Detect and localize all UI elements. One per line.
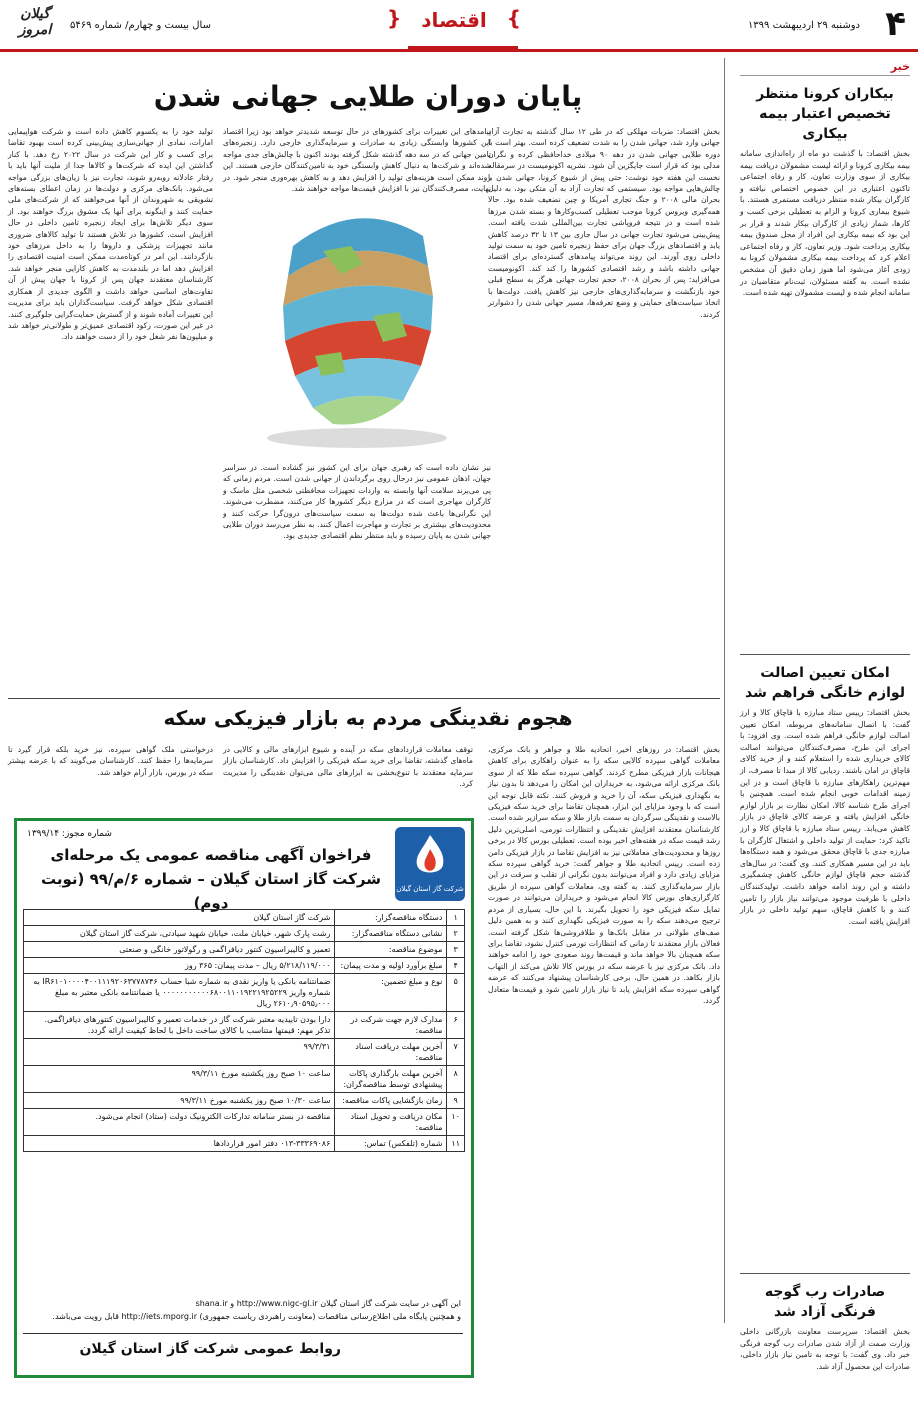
ad-footer bbox=[25, 1297, 461, 1323]
table-row bbox=[24, 1039, 465, 1066]
news-body: بخش اقتصاد: با گذشت دو ماه از راه‌اندازی سامانه بیمه بیکاری کرونا و ارائه لیست مشمولان دریافت بیمه بیکاری از سوی وزارت تعاون، کار و رفاه اجتماعی تاکنون اعتباری در این خصوص اختصاص نیافته و کارگران بیکار شده منتظر دریافت مستمری هستند. با شیوع بیماری کرونا و الزام به تعطیلی برخی کسب و کارها، شمار زیادی از کارگران بیکار شدند و قرار بر این بود که بیمه بیکاری این افراد از محل صندوق بیمه بیکاری پرداخت شود. وزیر تعاون، کار و رفاه اجتماعی اعلام کرد که پرداخت بیمه بیکاری مشمولان کرونا به زودی آغاز می‌شود اما هنوز زمان دقیق آن مشخص نشده است. به گفته مسئولان، ثبت‌نام متقاضیان در سامانه انجام شده و لیست مشمولان تهیه شده است. bbox=[740, 149, 910, 298]
divider bbox=[740, 654, 910, 655]
row-number: ۸ bbox=[447, 1066, 465, 1093]
news-title: صادرات رب گوجه فرنگی آزاد شد bbox=[764, 1284, 886, 1320]
page-number: ۴ bbox=[885, 4, 906, 44]
row-value: ۵/۲۱۸/۱۱۹/۰۰۰ ریال – مدت پیمان: ۳۶۵ روز bbox=[24, 958, 335, 974]
table-row bbox=[24, 942, 465, 958]
ad-title bbox=[31, 843, 391, 915]
row-value: ۹۹/۳/۳۱ bbox=[24, 1039, 335, 1066]
row-value: دارا بودن تاییدیه معتبر شرکت گاز در خدمات تعمیر و کالیبراسیون کنتورهای دیافراگمی. تذکر مهم: قیمتها متناسب با کالای ساخت داخل با لحاظ کیفیت ارائه گردد. bbox=[24, 1012, 335, 1039]
section-title: { اقتصاد } bbox=[395, 8, 513, 38]
tender-advertisement bbox=[14, 818, 474, 1378]
row-label: نوع و مبلغ تضمین: bbox=[335, 974, 447, 1012]
news-item bbox=[740, 1280, 910, 1406]
row-label: دستگاه مناقصه‌گزار: bbox=[335, 910, 447, 926]
section-divider bbox=[8, 698, 720, 699]
issue-date: دوشنبه ۲۹ اردیبهشت ۱۳۹۹ bbox=[747, 20, 860, 31]
main-content bbox=[8, 58, 721, 1357]
row-value: ساعت ۱۰/۳۰ صبح روز یکشنبه مورخ ۹۹/۳/۱۱ bbox=[24, 1093, 335, 1109]
lead-text-column: نیز نشان داده است که رهبری جهان برای این کشور نیز گشاده است. در سراسر جهان، اذهان عمومی نیز درحال روی برگرداندن از جهانی شدن است. مردم زمانی که پی می‌برند سلامت آنها وابسته به واردات تجهیزات محافظتی شخصی مثل ماسک و کارگران مهاجری است که در مزارع دیگر کشورها کار می‌کنند، مضطرب می‌شوند. این نگرانی‌ها باعث شده دولت‌ها به سمت سیاست‌های درون‌گرا حرکت کنند و محدودیت‌های بیشتری بر تجارت و مهاجرت اعمال کنند. به نظر می‌رسد دوران طلایی جهانی شدن به پایان رسیده و باید منتظر نظم اقتصادی جدیدی بود. bbox=[223, 463, 491, 541]
globe-icon bbox=[223, 176, 491, 454]
row-number: ۲ bbox=[447, 926, 465, 942]
row-number: ۹ bbox=[447, 1093, 465, 1109]
row-number: ۱۰ bbox=[447, 1109, 465, 1136]
ad-footer-line: و همچنین پایگاه ملی اطلاع‌رسانی مناقصات (معاونت راهبردی ریاست جمهوری) http://iets.mporg.ir قابل رویت می‌باشد. bbox=[52, 1312, 461, 1321]
lead-text-column: پیامدهای این تغییرات برای کشورهای در حال توسعه شدیدتر خواهد بود زیرا اقتصاد این کشورها وابستگی زیادی به صادرات و سرمایه‌گذاری خارجی دارد. زنجیره‌های تامین جهانی که در سه دهه گذشته شکل گرفته بودند اکنون با چالش‌های جدی مواجه شده‌اند و شرکت‌ها به دنبال کاهش وابستگی خود به تامین‌کنندگان خارجی هستند. این روند ممکن است هزینه‌های تولید را افزایش دهد و به کاهش بهره‌وری منجر شود. در نهایت، مصرف‌کنندگان نیز با افزایش قیمت‌ها مواجه خواهند شد. bbox=[223, 127, 491, 194]
table-row bbox=[24, 1109, 465, 1136]
row-value: ساعت ۱۰ صبح روز یکشنبه مورخ ۹۹/۳/۱۱ bbox=[24, 1066, 335, 1093]
flame-icon bbox=[395, 827, 465, 887]
news-item bbox=[740, 82, 910, 648]
row-label: مبلغ برآورد اولیه و مدت پیمان: bbox=[335, 958, 447, 974]
ad-title-line: شرکت گاز استان گیلان – شماره ۶/م/۹۹ (نوبت دوم) bbox=[41, 870, 381, 912]
row-number: ۵ bbox=[447, 974, 465, 1012]
row-number: ۴ bbox=[447, 958, 465, 974]
table-row bbox=[24, 1066, 465, 1093]
row-number: ۶ bbox=[447, 1012, 465, 1039]
table-row bbox=[24, 1012, 465, 1039]
row-label: مکان دریافت و تحویل اسناد مناقصه: bbox=[335, 1109, 447, 1136]
divider bbox=[23, 1333, 463, 1334]
column-divider bbox=[724, 58, 725, 1323]
table-row bbox=[24, 1093, 465, 1109]
divider bbox=[740, 1273, 910, 1274]
table-row bbox=[24, 1136, 465, 1152]
row-number: ۷ bbox=[447, 1039, 465, 1066]
table-row bbox=[24, 958, 465, 974]
news-title: بیکاران کرونا منتظر تخصیص اعتبار بیمه بیکاری bbox=[756, 86, 894, 142]
row-label: شماره (تلفکس) تماس: bbox=[335, 1136, 447, 1152]
row-label: موضوع مناقصه: bbox=[335, 942, 447, 958]
second-headline: هجوم نقدینگی مردم به بازار فیزیکی سکه bbox=[163, 706, 573, 730]
lead-headline: پایان دوران طلایی جهانی شدن bbox=[153, 80, 583, 113]
table-row bbox=[24, 926, 465, 942]
row-number: ۳ bbox=[447, 942, 465, 958]
volume-info: سال بیست و چهارم/ شماره ۵۴۶۹ bbox=[70, 20, 211, 31]
ad-title-line: فراخوان آگهی مناقصه عمومی یک مرحله‌ای bbox=[50, 846, 372, 864]
row-value: مناقصه در بستر سامانه تدارکات الکترونیک دولت (ستاد) انجام می‌شود. bbox=[24, 1109, 335, 1136]
row-value: شرکت گاز استان گیلان bbox=[24, 910, 335, 926]
ad-signature: روابط عمومی شرکت گاز استان گیلان bbox=[79, 1341, 341, 1357]
news-body: بخش اقتصاد: رییس ستاد مبارزه با قاچاق کالا و ارز گفت: با اتصال سامانه‌های مربوطه، امکان تعیین اصالت لوازم خانگی فراهم شده است. وی افزود: با اجرای این طرح، مصرف‌کنندگان می‌توانند اصالت کالای خریداری شده را استعلام کنند و از خرید کالای قاچاق در امان باشند. ردیابی کالا از مبدا تا مصرف، از مهم‌ترین راهکارهای مبارزه با قاچاق است و در این زمینه اقدامات خوبی انجام شده است. همچنین با اجرای طرح شناسه کالا، امکان نظارت بر بازار لوازم خانگی افزایش یافته و عرضه کالای قاچاق در بازار کاهش می‌یابد. رییس ستاد مبارزه با قاچاق کالا و ارز تاکید کرد: حمایت از تولید داخلی و اشتغال کارگران با مبارزه جدی با قاچاق محقق می‌شود و همه دستگاه‌ها باید در این مسیر همکاری کنند. وی گفت: در سال‌های گذشته حجم قاچاق لوازم خانگی کاهش چشمگیری داشته و این روند ادامه خواهد داشت. تولیدکنندگان داخلی با ظرفیت موجود می‌توانند نیاز بازار را تامین کنند و با کاهش قاچاق، سهم تولید داخلی در بازار افزایش یافته است. bbox=[740, 708, 910, 926]
row-label: مدارک لازم جهت شرکت در مناقصه: bbox=[335, 1012, 447, 1039]
ad-footer-line: این آگهی در سایت شرکت گاز استان گیلان http://www.nigc-gl.ir و shana.ir bbox=[195, 1299, 461, 1308]
tender-table bbox=[23, 909, 465, 1152]
row-value: رشت پارک شهر، خیابان ملت، خیابان شهید سیادتی، شرکت گاز استان گیلان bbox=[24, 926, 335, 942]
row-value: ضمانتنامه بانکی یا واریز نقدی به شماره شبا حساب IR۶۱۰۱۰۰۰۰۴۰۰۱۱۱۹۲۰۶۳۷۷۸۷۴۶ به شماره واریز ۰۰۰۰۰۰۰۰۰۰۰۶۸۰۰۱۱۰۱۹۲۲۱۹۲۵۲۲۹ یا ضمانتنامه بانکی معتبر به مبلغ ۲۶۱۰٫۹۰۵۹۵٫۰۰۰ ریال bbox=[24, 974, 335, 1012]
news-body: بخش اقتصاد: سرپرست معاونت بازرگانی داخلی وزارت صمت از آزاد شدن صادرات رب گوجه فرنگی خبر داد. وی گفت: با توجه به تامین نیاز بازار داخلی، صادرات این محصول آزاد شد. bbox=[740, 1327, 910, 1371]
globe-illustration bbox=[223, 176, 491, 454]
row-number: ۱ bbox=[447, 910, 465, 926]
sidebar-news bbox=[740, 58, 910, 1371]
row-value: تعمیر و کالیبراسیون کنتور دیافراگمی و رگولاتور خانگی و صنعتی bbox=[24, 942, 335, 958]
table-row bbox=[24, 910, 465, 926]
row-label: آخرین مهلت دریافت اسناد مناقصه: bbox=[335, 1039, 447, 1066]
lead-text-column: بخش اقتصاد: ضربات مهلکی که در طی ۱۲ سال گذشته به تجارت آزاد جهانی وارد شد، جهانی شدن را به شدت تضعیف کرده است. بهتر است با دوره طلایی جهانی شدن در دهه ۹۰ میلادی خداحافظی کرده و نگران مدلی بود که قرار است جایگزین آن شود. نشریه اکونومیست در سرمقاله نخست این هفته خود نوشت: حتی پیش از شیوع کرونا، جهانی شدن با چالش‌هایی مواجه بود. سیستمی که تجارت آزاد به آن متکی بود، به دلیل بحران مالی ۲۰۰۸ و جنگ تجاری آمریکا و چین تضعیف شده بود. حالا همه‌گیری ویروس کرونا موجب تعطیلی کسب‌وکارها و بسته شدن مرزها شده است و در نتیجه فروپاشی تجارت بین‌المللی شدت یافته است. پیش‌بینی می‌شود تجارت جهانی در سال جاری بین ۱۳ تا ۳۲ درصد کاهش یابد و اقتصادهای بزرگ جهان برای حفظ زنجیره تامین خود به سمت تولید داخلی روی آورند. این روند می‌تواند پیامدهای گسترده‌ای برای اقتصاد جهانی داشته باشد و رشد اقتصادی کشورها را کند کند. اکونومیست می‌افزاید: پس از بحران ۲۰۰۸، حجم تجارت جهانی هرگز به سطح قبلی خود بازنگشت و سرمایه‌گذاری‌های خارجی نیز کاهش یافت. دولت‌ها با اتخاذ سیاست‌های حمایتی و وضع تعرفه‌ها، مسیر جهانی شدن را دشوارتر کردند. bbox=[488, 127, 721, 319]
row-label: آخرین مهلت بارگذاری پاکات پیشنهادی توسط مناقصه‌گران: bbox=[335, 1066, 447, 1093]
row-value: ۰۱۳-۳۳۳۶۹۰۸۶ دفتر امور قراردادها bbox=[24, 1136, 335, 1152]
masthead bbox=[0, 0, 918, 52]
section-underline bbox=[408, 46, 518, 50]
second-text-column: درخواستی ملک گواهی سپرده، نیز خرید بلکه قرار گیرد تا سرمایه‌ها را حفظ کنند. کارشناسان می‌گویند که با عرضه بیشتر سکه در بورس، بازار آرام خواهد شد. bbox=[8, 745, 213, 777]
ad-logo-caption: شرکت گاز استان گیلان bbox=[396, 885, 464, 893]
row-number: ۱۱ bbox=[447, 1136, 465, 1152]
lead-text-column: تولید خود را به یکسوم کاهش داده است و شرکت هواپیمایی امارات، نمادی از جهانی‌سازی پیش‌بینی کرده است بهبود تقاضا برای کسب و کار این شرکت در سال ۲۰۲۲ رخ دهد. با کنار گذاشتن این ایده که شرکت‌ها و کالاها جدا از ملیت آنها باید با رفتار عادلانه روبه‌رو شوند، تجارت نیز با زیان‌های بزرگی مواجه می‌شود. بانک‌های مرکزی و دولت‌ها در زمان اعطای بسته‌های تشویقی به شهروندان از آنها می‌خواهند که از شرکت‌های ملی حمایت کنند و اینگونه برای آنها یک مشوق بزرگ خواهند بود. از سوی دیگر تلاش‌ها برای ایجاد زنجیره تامین داخلی در حال افزایش است. کشورها در تلاش هستند تا تولید کالاهای ضروری مانند تجهیزات پزشکی و داروها را به داخل مرزهای خود بازگردانند. این امر در کوتاه‌مدت ممکن است امنیت اقتصادی را افزایش دهد اما در بلندمدت به کاهش کارایی منجر خواهد شد. کارشناسان معتقدند جهان پس از کرونا با جهان پیش از آن تفاوت‌های اساسی خواهد داشت و الگوی جدیدی از همکاری اقتصادی شکل خواهد گرفت. سیاست‌گذاران باید برای مدیریت این تغییرات آماده شوند و از گسترش حمایت‌گرایی جلوگیری کنند. در غیر این صورت، رکود اقتصادی عمیق‌تر و طولانی‌تر خواهد شد و میلیون‌ها نفر شغل خود را از دست خواهند داد. bbox=[8, 127, 213, 342]
row-label: نشانی دستگاه مناقصه‌گزار: bbox=[335, 926, 447, 942]
sidebar-kicker: خبر bbox=[740, 58, 910, 76]
row-label: زمان بازگشایی پاکات مناقصه: bbox=[335, 1093, 447, 1109]
second-text-column: توقف معاملات قراردادهای سکه در آینده و شیوع ابزارهای مالی و کالایی در ماه‌های گذشته، تقاضا برای خرید سکه فیزیکی را افزایش داد. کارشناسان بازار سرمایه معتقدند با تنوع‌بخشی به ابزارهای مالی می‌توان نقدینگی را مدیریت کرد. bbox=[223, 745, 473, 789]
ad-permit-number: شماره مجوز: ۱۳۹۹/۱۴ bbox=[27, 829, 112, 839]
newspaper-logo: گیلان امروز bbox=[18, 6, 52, 38]
news-title: امکان تعیین اصالت لوازم خانگی فراهم شد bbox=[745, 665, 905, 701]
news-item bbox=[740, 661, 910, 1267]
second-text-column: بخش اقتصاد: در روزهای اخیر، اتحادیه طلا و جواهر و بانک مرکزی، معاملات گواهی سپرده کالایی سکه را به عنوان راهکاری برای کاهش هیجانات بازار فیزیکی مطرح کردند. گواهی سپرده سکه طلا که از سوی بانک مرکزی ارائه می‌شود، به خریداران این امکان را می‌دهد تا بدون نیاز به نگهداری فیزیکی سکه، آن را خرید و فروش کنند. نکته قابل توجه این است که با وجود مزایای این ابزار، همچنان تقاضا برای خرید سکه فیزیکی بالاست و نقدینگی سرگردان به سمت بازار طلا و سکه سرازیر شده است. کارشناسان معتقدند افزایش نقدینگی و انتظارات تورمی، اصلی‌ترین دلیل رشد قیمت سکه در هفته‌های اخیر بوده است. تعطیلی بورس کالا در برخی روزها و محدودیت‌های معاملاتی نیز به افزایش تقاضا در بازار فیزیکی دامن زده است. رییس اتحادیه طلا و جواهر گفت: خرید گواهی سپرده سکه مزایای زیادی دارد و افراد می‌توانند بدون نگرانی از تقلب و سرقت در این بازار سرمایه‌گذاری کنند. به گفته وی، معاملات گواهی سپرده از طریق کارگزاری‌های بورس کالا انجام می‌شود و خریداران می‌توانند در صورت تمایل سکه فیزیکی خود را تحویل بگیرند. با این حال، بسیاری از مردم ترجیح می‌دهند سکه را به صورت فیزیکی نگهداری کنند و به همین دلیل صف‌های طولانی در مقابل بانک‌ها و طلافروشی‌ها شکل گرفته است. فعالان بازار معتقدند تا زمانی که انتظارات تورمی کنترل نشود، تقاضا برای سکه همچنان بالا خواهد ماند و قیمت‌ها روند صعودی خود را ادامه خواهند داد. بانک مرکزی نیز با عرضه سکه در بورس کالا تلاش می‌کند از التهاب بازار بکاهد. در همین حال، برخی کارشناسان پیشنهاد می‌کنند که عرضه گواهی سپرده سکه افزایش یابد تا نیاز بازار تامین شود و قیمت‌ها متعادل گردد. bbox=[488, 745, 720, 1005]
table-row bbox=[24, 974, 465, 1012]
